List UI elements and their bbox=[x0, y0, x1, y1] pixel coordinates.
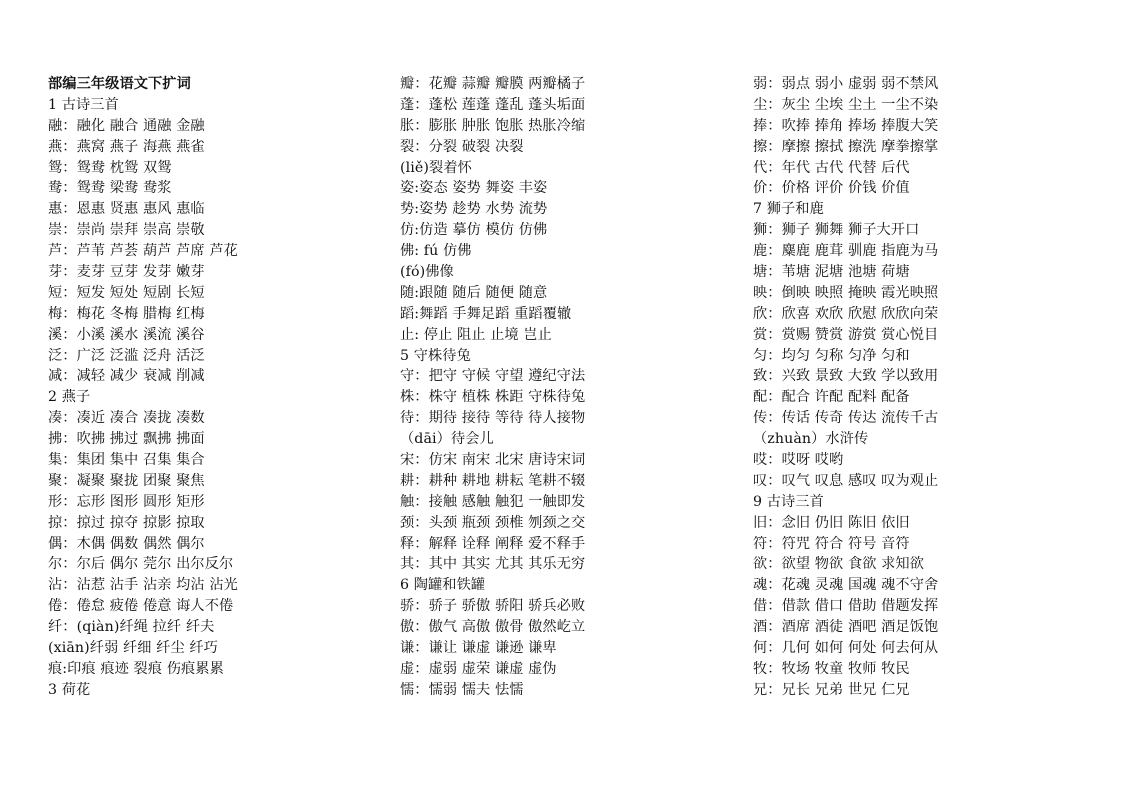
word-list-line: 梅：梅花 冬梅 腊梅 红梅 bbox=[48, 305, 205, 322]
word-list-line: 沾：沾惹 沾手 沾亲 均沾 沾光 bbox=[48, 577, 238, 594]
word-list-line: 佛: fú 仿佛 bbox=[400, 243, 472, 260]
word-list-line: 胀：膨胀 肿胀 饱胀 热胀冷缩 bbox=[400, 117, 586, 134]
word-list-line: 传：传话 传奇 传达 流传千古 bbox=[753, 410, 939, 427]
word-list-line: 蓬：蓬松 莲蓬 蓬乱 蓬头垢面 bbox=[400, 96, 586, 113]
word-list-line: 匀：均匀 匀称 匀净 匀和 bbox=[753, 347, 910, 364]
word-list-line: （dāi）待会儿 bbox=[400, 431, 494, 448]
word-list-line: 擦：摩擦 擦拭 擦洗 摩拳擦掌 bbox=[753, 138, 939, 155]
word-list-line: 牧：牧场 牧童 牧师 牧民 bbox=[753, 660, 910, 677]
word-list-line: 集：集团 集中 召集 集合 bbox=[48, 452, 205, 469]
word-list-line: 姿:姿态 姿势 舞姿 丰姿 bbox=[400, 180, 548, 197]
page-title: 部编三年级语文下扩词 bbox=[48, 76, 191, 92]
word-list-line: 仿:仿造 摹仿 模仿 仿佛 bbox=[400, 222, 548, 239]
word-list-line: 配：配合 许配 配料 配备 bbox=[753, 389, 910, 406]
lesson-heading: 1 古诗三首 bbox=[48, 96, 119, 113]
word-list-line: 其：其中 其实 尤其 其乐无穷 bbox=[400, 556, 586, 573]
word-list-line: 宋：仿宋 南宋 北宋 唐诗宋词 bbox=[400, 452, 586, 469]
word-list-line: 捧：吹捧 捧角 捧场 捧腹大笑 bbox=[753, 117, 939, 134]
word-list-line: 释：解释 诠释 阐释 爱不释手 bbox=[400, 535, 586, 552]
word-list-line: 懦：懦弱 懦夫 怯懦 bbox=[400, 681, 524, 698]
word-list-line: 融：融化 融合 通融 金融 bbox=[48, 117, 205, 134]
word-list-line: 耕：耕种 耕地 耕耘 笔耕不辍 bbox=[400, 472, 586, 489]
word-list-line: 止: 停止 阻止 止境 岂止 bbox=[400, 326, 552, 343]
word-list-line: 倦：倦怠 疲倦 倦意 诲人不倦 bbox=[48, 598, 234, 615]
word-list-line: 蹈:舞蹈 手舞足蹈 重蹈覆辙 bbox=[400, 305, 572, 322]
word-list-line: 尔：尔后 偶尔 莞尔 出尔反尔 bbox=[48, 556, 234, 573]
word-list-line: 代：年代 古代 代替 后代 bbox=[753, 159, 910, 176]
word-list-line: 掠：掠过 掠夺 掠影 掠取 bbox=[48, 514, 205, 531]
word-list-line: (liě)裂着怀 bbox=[400, 159, 472, 176]
column-3 bbox=[753, 74, 1093, 701]
word-list-line: 狮：狮子 狮舞 狮子大开口 bbox=[753, 222, 920, 239]
lesson-heading: 9 古诗三首 bbox=[753, 493, 824, 510]
word-list-line: 颈：头颈 瓶颈 颈椎 刎颈之交 bbox=[400, 514, 586, 531]
word-list-line: 溪：小溪 溪水 溪流 溪谷 bbox=[48, 326, 205, 343]
word-list-line: 痕:印痕 痕迹 裂痕 伤痕累累 bbox=[48, 660, 224, 677]
word-list-line: 魂：花魂 灵魂 国魂 魂不守舍 bbox=[753, 577, 939, 594]
word-list-line: (xiān)纤弱 纤细 纤尘 纤巧 bbox=[48, 640, 218, 657]
word-list-line: 符：符咒 符合 符号 音符 bbox=[753, 535, 910, 552]
word-list-line: 欲：欲望 物欲 食欲 求知欲 bbox=[753, 556, 924, 573]
word-list-line: 减：减轻 减少 衰减 削减 bbox=[48, 368, 205, 385]
word-list-line: 虚：虚弱 虚荣 谦虚 虚伪 bbox=[400, 660, 557, 677]
word-list-line: 借：借款 借口 借助 借题发挥 bbox=[753, 598, 939, 615]
word-list-line: 随:跟随 随后 随便 随意 bbox=[400, 284, 548, 301]
word-list-line: 短：短发 短处 短剧 长短 bbox=[48, 284, 205, 301]
word-list-line: 旧：念旧 仍旧 陈旧 依旧 bbox=[753, 514, 910, 531]
word-list-line: 鸯：鸳鸯 梁鸯 鸯浆 bbox=[48, 180, 172, 197]
lesson-heading: 3 荷花 bbox=[48, 681, 91, 698]
lesson-heading: 2 燕子 bbox=[48, 389, 91, 406]
word-list-line: 价：价格 评价 价钱 价值 bbox=[753, 180, 910, 197]
word-list-line: 裂：分裂 破裂 决裂 bbox=[400, 138, 524, 155]
word-list-line: 芽：麦芽 豆芽 发芽 嫩芽 bbox=[48, 264, 205, 281]
word-list-line: 崇：崇尚 崇拜 崇高 崇敬 bbox=[48, 222, 205, 239]
word-list-line: 株：株守 植株 株距 守株待兔 bbox=[400, 389, 586, 406]
word-list-line: 哎：哎呀 哎哟 bbox=[753, 452, 844, 469]
word-list-line: 守：把守 守候 守望 遵纪守法 bbox=[400, 368, 586, 385]
word-list-line: 谦：谦让 谦虚 谦逊 谦卑 bbox=[400, 640, 557, 657]
word-list-line: 傲：傲气 高傲 傲骨 傲然屹立 bbox=[400, 619, 586, 636]
word-list-line: 骄：骄子 骄傲 骄阳 骄兵必败 bbox=[400, 598, 586, 615]
word-list-line: 拂：吹拂 拂过 飘拂 拂面 bbox=[48, 431, 205, 448]
word-list-line: 鸳：鸳鸯 枕鸳 双鸳 bbox=[48, 159, 172, 176]
word-list-line: 叹：叹气 叹息 感叹 叹为观止 bbox=[753, 472, 939, 489]
word-list-line: 纤：(qiàn)纤绳 拉纤 纤夫 bbox=[48, 619, 215, 636]
word-list-line: 形：忘形 图形 圆形 矩形 bbox=[48, 493, 205, 510]
word-list-line: 致：兴致 景致 大致 学以致用 bbox=[753, 368, 939, 385]
word-list-line: 弱：弱点 弱小 虚弱 弱不禁风 bbox=[753, 76, 939, 92]
word-list-line: 待：期待 接待 等待 待人接物 bbox=[400, 410, 586, 427]
column-2 bbox=[400, 74, 730, 701]
word-list-line: 惠：恩惠 贤惠 惠风 惠临 bbox=[48, 201, 205, 218]
lesson-heading: 6 陶罐和铁罐 bbox=[400, 577, 486, 594]
lesson-heading: 7 狮子和鹿 bbox=[753, 201, 824, 218]
column-1 bbox=[48, 74, 378, 701]
word-list-line: 凑：凑近 凑合 凑拢 凑数 bbox=[48, 410, 205, 427]
word-list-line: 欣：欣喜 欢欣 欣慰 欣欣向荣 bbox=[753, 305, 939, 322]
word-list-line: 塘：苇塘 泥塘 池塘 荷塘 bbox=[753, 264, 910, 281]
word-list-line: 兄：兄长 兄弟 世兄 仁兄 bbox=[753, 681, 910, 698]
word-list-line: （zhuàn）水浒传 bbox=[753, 431, 869, 448]
word-list-line: 触：接触 感触 触犯 一触即发 bbox=[400, 493, 586, 510]
word-list-line: 燕：燕窝 燕子 海燕 燕雀 bbox=[48, 138, 205, 155]
word-list-line: 映：倒映 映照 掩映 霞光映照 bbox=[753, 284, 939, 301]
lesson-heading: 5 守株待兔 bbox=[400, 347, 471, 364]
word-list-line: 芦：芦苇 芦荟 葫芦 芦席 芦花 bbox=[48, 243, 238, 260]
word-list-line: 酒：酒席 酒徒 酒吧 酒足饭饱 bbox=[753, 619, 939, 636]
word-list-line: 何：几何 如何 何处 何去何从 bbox=[753, 640, 939, 657]
word-list-line: (fó)佛像 bbox=[400, 264, 454, 281]
word-list-line: 赏：赏赐 赞赏 游赏 赏心悦目 bbox=[753, 326, 939, 343]
word-list-line: 聚：凝聚 聚拢 团聚 聚焦 bbox=[48, 472, 205, 489]
word-list-line: 泛：广泛 泛滥 泛舟 活泛 bbox=[48, 347, 205, 364]
word-list-line: 偶：木偶 偶数 偶然 偶尔 bbox=[48, 535, 205, 552]
word-list-line: 尘：灰尘 尘埃 尘土 一尘不染 bbox=[753, 96, 939, 113]
word-list-line: 瓣：花瓣 蒜瓣 瓣膜 两瓣橘子 bbox=[400, 76, 586, 92]
word-list-line: 鹿：麋鹿 鹿茸 驯鹿 指鹿为马 bbox=[753, 243, 939, 260]
word-list-line: 势:姿势 趁势 水势 流势 bbox=[400, 201, 548, 218]
